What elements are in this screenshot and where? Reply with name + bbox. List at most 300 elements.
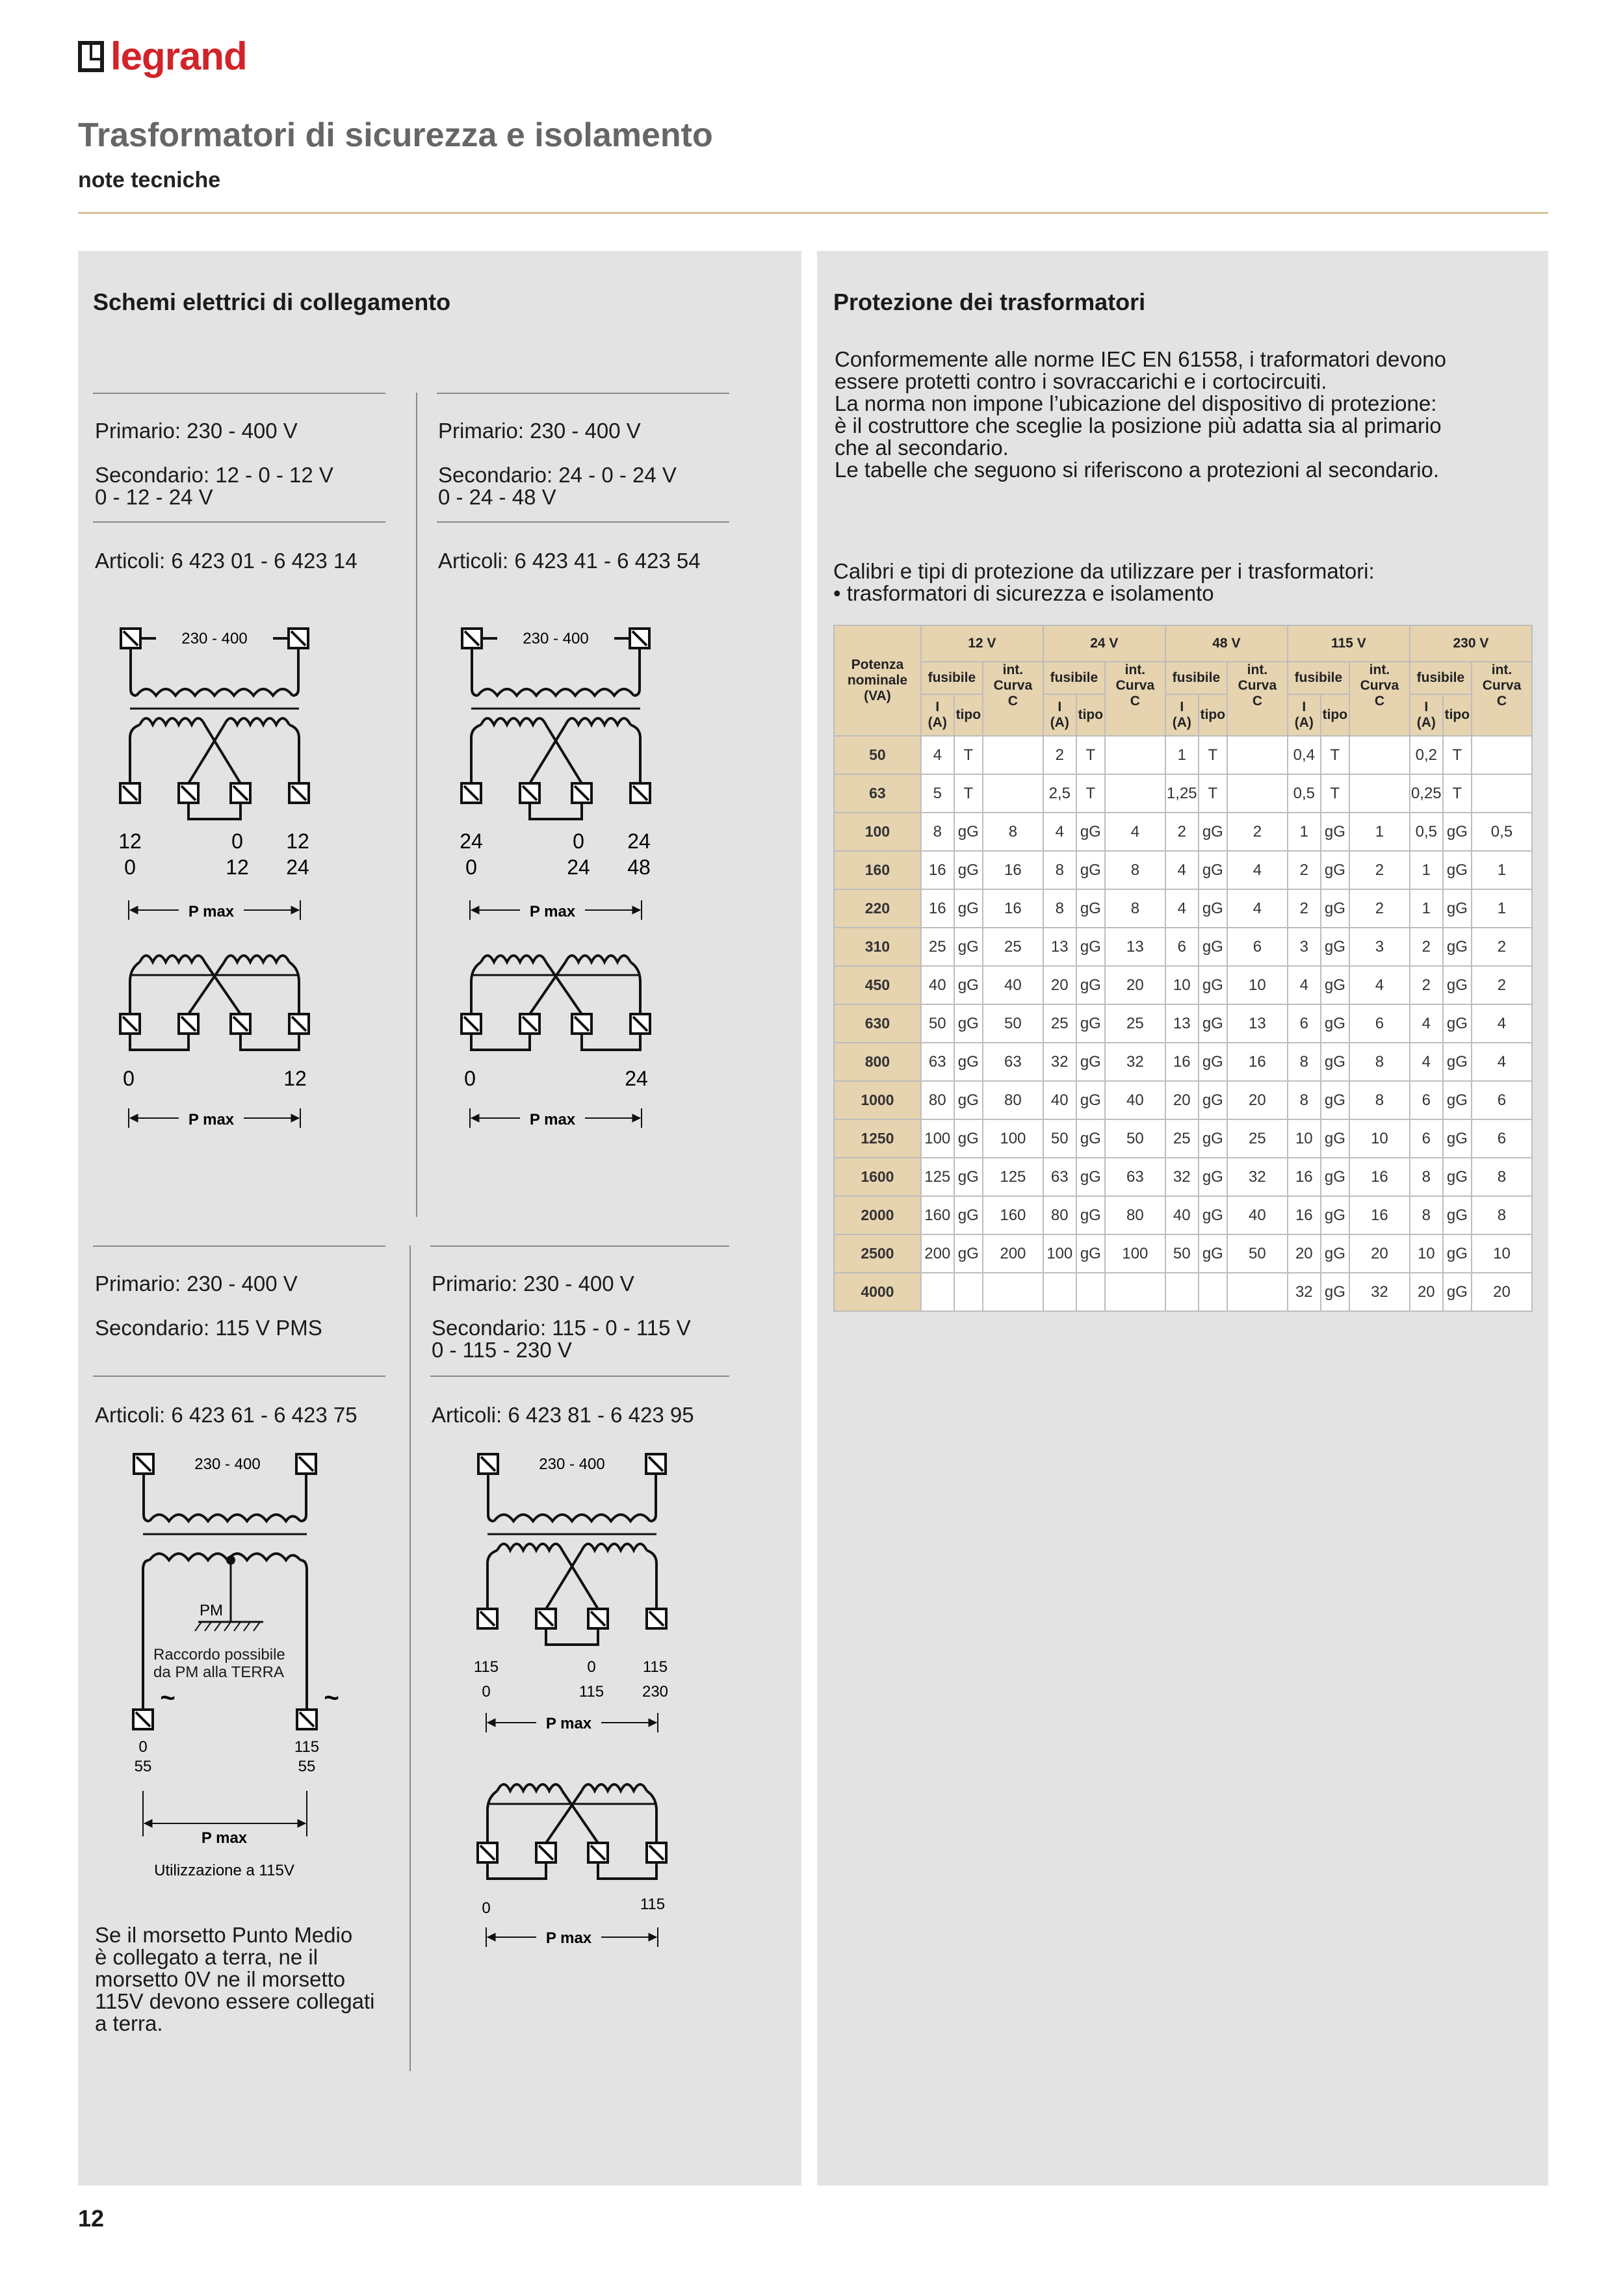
power-cell: 800 (834, 1043, 921, 1081)
column-divider (409, 1246, 411, 2071)
svg-text:24: 24 (460, 829, 483, 853)
breaker-cell (1105, 774, 1165, 813)
block2-primary: Primario: 230 - 400 V (438, 419, 641, 443)
block1-secondary: Secondario: 12 - 0 - 12 V 0 - 12 - 24 V (95, 463, 333, 509)
fuse-current-cell (1165, 1273, 1199, 1311)
breaker-cell: 8 (1349, 1043, 1410, 1081)
fuse-type-cell: gG (1443, 1119, 1472, 1158)
table-row (834, 1196, 1532, 1234)
fuse-type-cell: gG (1321, 966, 1349, 1004)
fuse-current-cell: 16 (1288, 1158, 1321, 1196)
breaker-cell: 32 (1227, 1158, 1288, 1196)
voltage-header: 24 V (1043, 625, 1165, 662)
fuse-current-cell: 10 (1165, 966, 1199, 1004)
power-cell: 4000 (834, 1273, 921, 1311)
fuse-type-cell: gG (1321, 928, 1349, 966)
fuse-type-cell: T (1076, 774, 1105, 813)
breaker-cell: 4 (1227, 851, 1288, 889)
fuse-type-cell: gG (1443, 851, 1472, 889)
svg-text:24: 24 (567, 855, 590, 879)
breaker-cell (1105, 1273, 1165, 1311)
breaker-cell: 25 (1105, 1004, 1165, 1043)
fuse-current-cell: 2 (1410, 928, 1443, 966)
svg-text:0: 0 (231, 829, 243, 853)
rule (93, 521, 385, 523)
fuse-current-cell: 0,25 (1410, 774, 1443, 813)
fuse-type-cell (1076, 1273, 1105, 1311)
fuse-current-cell: 2 (1410, 966, 1443, 1004)
svg-text:12: 12 (286, 829, 309, 853)
table-row (834, 928, 1532, 966)
fuse-current-cell: 100 (1043, 1234, 1076, 1273)
breaker-cell: 6 (1227, 928, 1288, 966)
fuse-type-cell: T (1076, 736, 1105, 774)
fuse-current-cell: 2 (1165, 813, 1199, 851)
fuse-type-cell: gG (954, 928, 983, 966)
fuse-current-cell: 4 (1165, 851, 1199, 889)
fuse-type-cell: gG (1199, 1043, 1227, 1081)
fuse-current-cell: 16 (921, 851, 954, 889)
rule (430, 1246, 729, 1247)
breaker-cell: 10 (1349, 1119, 1410, 1158)
block1-primary: Primario: 230 - 400 V (95, 419, 298, 443)
breaker-cell: 20 (1105, 966, 1165, 1004)
power-cell: 310 (834, 928, 921, 966)
svg-text:P max: P max (529, 903, 576, 920)
breaker-cell: 8 (983, 813, 1043, 851)
current-header: I (A) (921, 694, 954, 736)
fuse-type-cell: gG (954, 1119, 983, 1158)
type-header: tipo (1076, 694, 1105, 736)
breaker-cell: 200 (983, 1234, 1043, 1273)
voltage-header: 230 V (1410, 625, 1532, 662)
breaker-cell: 1 (1349, 813, 1410, 851)
breaker-cell: 50 (983, 1004, 1043, 1043)
power-cell: 160 (834, 851, 921, 889)
fuse-type-cell: gG (1443, 1004, 1472, 1043)
page-number: 12 (78, 2205, 105, 2232)
table-row (834, 1043, 1532, 1081)
fuse-type-cell: gG (1321, 1119, 1349, 1158)
fuse-current-cell: 80 (921, 1081, 954, 1119)
fuse-type-cell: gG (1321, 851, 1349, 889)
breaker-cell: 32 (1349, 1273, 1410, 1311)
svg-text:0: 0 (138, 1738, 148, 1756)
breaker-cell: 4 (1472, 1004, 1532, 1043)
table-row (834, 1081, 1532, 1119)
fuse-type-cell: gG (1443, 1273, 1472, 1311)
fuse-current-cell: 16 (1288, 1196, 1321, 1234)
svg-text:P max: P max (188, 903, 235, 920)
fuse-current-cell: 2 (1288, 851, 1321, 889)
power-cell: 2000 (834, 1196, 921, 1234)
svg-text:230: 230 (642, 1683, 669, 1701)
type-header: tipo (954, 694, 983, 736)
fuse-type-cell: T (1321, 774, 1349, 813)
fuse-current-cell: 25 (1165, 1119, 1199, 1158)
fuse-type-cell: gG (1443, 1234, 1472, 1273)
rule (93, 393, 385, 394)
power-cell: 630 (834, 1004, 921, 1043)
fuse-type-cell: gG (954, 1043, 983, 1081)
breaker-cell: 20 (1349, 1234, 1410, 1273)
fuse-current-cell: 6 (1410, 1081, 1443, 1119)
fuse-current-cell: 25 (1043, 1004, 1076, 1043)
column-divider (416, 393, 417, 1217)
fuse-current-cell: 200 (921, 1234, 954, 1273)
fuse-type-cell: gG (1321, 1234, 1349, 1273)
fuse-current-cell: 8 (921, 813, 954, 851)
fuse-header: fusibile (921, 662, 983, 694)
current-header: I (A) (1043, 694, 1076, 736)
fuse-type-cell: gG (1199, 1234, 1227, 1273)
fuse-type-cell: gG (954, 889, 983, 928)
voltage-header: 12 V (921, 625, 1043, 662)
rule (437, 521, 729, 523)
diagram2-parallel (452, 936, 660, 1128)
breaker-cell: 2 (1227, 813, 1288, 851)
fuse-type-cell: gG (1076, 889, 1105, 928)
fuse-type-cell: gG (1076, 1196, 1105, 1234)
breaker-cell: 13 (1227, 1004, 1288, 1043)
diagram1-primary-label: 230 - 400 (181, 630, 248, 647)
breaker-cell (1349, 736, 1410, 774)
svg-text:24: 24 (625, 1067, 648, 1090)
type-header: tipo (1199, 694, 1227, 736)
diagram4-parallel (468, 1765, 676, 1960)
fuse-current-cell: 1 (1165, 736, 1199, 774)
fuse-type-cell: T (1199, 774, 1227, 813)
fuse-type-cell: gG (1443, 1043, 1472, 1081)
fuse-type-cell: gG (1321, 813, 1349, 851)
fuse-current-cell: 80 (1043, 1196, 1076, 1234)
table-row (834, 889, 1532, 928)
fuse-type-cell: gG (1199, 889, 1227, 928)
breaker-cell: 6 (1349, 1004, 1410, 1043)
fuse-header: fusibile (1410, 662, 1472, 694)
fuse-type-cell: gG (1321, 1043, 1349, 1081)
fuse-type-cell: gG (1076, 928, 1105, 966)
fuse-current-cell: 8 (1288, 1043, 1321, 1081)
fuse-type-cell: gG (1443, 1158, 1472, 1196)
fuse-type-cell: gG (1076, 1119, 1105, 1158)
fuse-current-cell: 8 (1410, 1196, 1443, 1234)
fuse-current-cell: 8 (1043, 889, 1076, 928)
page-title: Trasformatori di sicurezza e isolamento (78, 116, 713, 154)
fuse-current-cell: 40 (1165, 1196, 1199, 1234)
breaker-cell: 4 (1472, 1043, 1532, 1081)
breaker-cell: 13 (1105, 928, 1165, 966)
fuse-current-cell: 8 (1410, 1158, 1443, 1196)
breaker-cell: 40 (1105, 1081, 1165, 1119)
breaker-cell: 16 (1349, 1158, 1410, 1196)
type-header: tipo (1321, 694, 1349, 736)
svg-text:24: 24 (627, 829, 651, 853)
breaker-cell: 4 (1227, 889, 1288, 928)
svg-text:P max: P max (529, 1111, 576, 1128)
svg-text:P max: P max (545, 1929, 592, 1947)
fuse-current-cell: 63 (1043, 1158, 1076, 1196)
svg-text:P max: P max (188, 1111, 235, 1128)
breaker-cell: 1 (1472, 889, 1532, 928)
fuse-type-cell: gG (1199, 851, 1227, 889)
fuse-type-cell (1199, 1273, 1227, 1311)
breaker-cell: 40 (983, 966, 1043, 1004)
fuse-current-cell: 2 (1288, 889, 1321, 928)
breaker-cell (1472, 736, 1532, 774)
svg-text:0: 0 (573, 829, 584, 853)
power-cell: 2500 (834, 1234, 921, 1273)
fuse-type-cell: gG (1199, 928, 1227, 966)
svg-text:230 - 400: 230 - 400 (523, 630, 589, 647)
fuse-current-cell: 1 (1410, 889, 1443, 928)
fuse-type-cell: T (1321, 736, 1349, 774)
fuse-type-cell: gG (954, 966, 983, 1004)
page-subtitle: note tecniche (78, 168, 221, 192)
diagram2-series (452, 621, 660, 920)
fuse-current-cell: 16 (921, 889, 954, 928)
svg-text:230 - 400: 230 - 400 (194, 1455, 261, 1473)
svg-text:0: 0 (464, 1067, 476, 1090)
breaker-cell (983, 736, 1043, 774)
table-row (834, 966, 1532, 1004)
power-cell: 1000 (834, 1081, 921, 1119)
table-row (834, 1004, 1532, 1043)
fuse-current-cell: 50 (921, 1004, 954, 1043)
breaker-cell: 100 (1105, 1234, 1165, 1273)
svg-text:55: 55 (134, 1758, 152, 1775)
breaker-cell: 2 (1472, 966, 1532, 1004)
breaker-cell: 2 (1349, 851, 1410, 889)
power-cell: 220 (834, 889, 921, 928)
fuse-current-cell: 10 (1288, 1119, 1321, 1158)
breaker-cell: 16 (1349, 1196, 1410, 1234)
fuse-type-cell: gG (1076, 1158, 1105, 1196)
svg-text:12: 12 (226, 855, 249, 879)
pms-note: Se il morsetto Punto Medio è collegato a terra, ne il morsetto 0V ne il morsetto 115V devono essere collegati a terra. (95, 1923, 375, 2035)
fuse-current-cell: 4 (1043, 813, 1076, 851)
breaker-cell: 50 (1105, 1119, 1165, 1158)
fuse-type-cell: gG (1321, 1158, 1349, 1196)
breaker-cell: 125 (983, 1158, 1043, 1196)
fuse-type-cell: T (954, 736, 983, 774)
fuse-current-cell: 6 (1165, 928, 1199, 966)
breaker-cell: 10 (1227, 966, 1288, 1004)
breaker-cell: 40 (1227, 1196, 1288, 1234)
brand-logo (78, 34, 247, 79)
svg-text:0: 0 (465, 855, 477, 879)
svg-text:0: 0 (482, 1899, 491, 1917)
breaker-cell: 32 (1105, 1043, 1165, 1081)
fuse-header: fusibile (1165, 662, 1227, 694)
fuse-type-cell: T (1443, 736, 1472, 774)
header-divider (78, 212, 1548, 214)
fuse-current-cell: 13 (1165, 1004, 1199, 1043)
breaker-cell: 4 (1105, 813, 1165, 851)
fuse-current-cell: 4 (1288, 966, 1321, 1004)
calibri-text: Calibri e tipi di protezione da utilizzare per i trasformatori: • trasformatori di sicurezza e isolamento (833, 559, 1375, 605)
svg-text:0: 0 (124, 855, 136, 879)
fuse-current-cell: 20 (1165, 1081, 1199, 1119)
breaker-header: int. Curva C (1105, 662, 1165, 736)
block2-secondary: Secondario: 24 - 0 - 24 V 0 - 24 - 48 V (438, 463, 677, 509)
breaker-cell (983, 1273, 1043, 1311)
block4-articles: Articoli: 6 423 81 - 6 423 95 (432, 1403, 694, 1427)
fuse-type-cell: gG (1443, 813, 1472, 851)
right-section-title: Protezione dei trasformatori (833, 289, 1146, 315)
current-header: I (A) (1288, 694, 1321, 736)
fuse-current-cell: 1 (1410, 851, 1443, 889)
svg-text:0: 0 (587, 1658, 596, 1676)
fuse-type-cell: gG (1199, 1158, 1227, 1196)
breaker-cell (1227, 774, 1288, 813)
fuse-current-cell: 32 (1165, 1158, 1199, 1196)
fuse-current-cell: 5 (921, 774, 954, 813)
fuse-current-cell: 20 (1288, 1234, 1321, 1273)
fuse-current-cell: 4 (921, 736, 954, 774)
svg-text:P max: P max (545, 1715, 592, 1732)
breaker-cell: 6 (1472, 1119, 1532, 1158)
intro-text: Conformemente alle norme IEC EN 61558, i traformatori devono essere protetti contro i sovraccarichi e i cortocircuiti. La norma non impone l’ubicazione del dispositivo di protezione: è il costruttore che sceglie la posizione più adatta sia al primario che al secondario. Le tabelle che seguono si riferiscono a protezioni al secondario. (835, 347, 1446, 482)
fuse-current-cell: 0,2 (1410, 736, 1443, 774)
fuse-current-cell: 20 (1043, 966, 1076, 1004)
fuse-type-cell: gG (1199, 966, 1227, 1004)
fuse-current-cell: 50 (1165, 1234, 1199, 1273)
breaker-cell (1105, 736, 1165, 774)
block4-primary: Primario: 230 - 400 V (432, 1272, 634, 1296)
fuse-current-cell: 25 (921, 928, 954, 966)
fuse-current-cell: 160 (921, 1196, 954, 1234)
type-header: tipo (1443, 694, 1472, 736)
fuse-current-cell: 40 (921, 966, 954, 1004)
svg-text:115: 115 (578, 1683, 604, 1701)
power-cell: 50 (834, 736, 921, 774)
fuse-type-cell: gG (1321, 1004, 1349, 1043)
fuse-current-cell: 6 (1410, 1119, 1443, 1158)
fuse-current-cell: 0,5 (1288, 774, 1321, 813)
svg-text:115: 115 (642, 1658, 668, 1676)
breaker-cell: 80 (983, 1081, 1043, 1119)
block4-secondary: Secondario: 115 - 0 - 115 V 0 - 115 - 230 V (432, 1316, 691, 1362)
fuse-current-cell: 8 (1288, 1081, 1321, 1119)
fuse-type-cell: gG (954, 813, 983, 851)
fuse-current-cell: 2 (1043, 736, 1076, 774)
fuse-type-cell (954, 1273, 983, 1311)
fuse-type-cell: gG (954, 1234, 983, 1273)
breaker-header: int. Curva C (1349, 662, 1410, 736)
breaker-cell (1227, 1273, 1288, 1311)
diagram1-series (110, 621, 318, 920)
fuse-header: fusibile (1288, 662, 1349, 694)
breaker-cell: 63 (983, 1043, 1043, 1081)
svg-text:PM: PM (200, 1602, 223, 1619)
svg-text:48: 48 (627, 855, 651, 879)
power-cell: 1250 (834, 1119, 921, 1158)
fuse-type-cell: gG (1321, 889, 1349, 928)
fuse-current-cell: 125 (921, 1158, 954, 1196)
current-header: I (A) (1165, 694, 1199, 736)
voltage-header: 115 V (1288, 625, 1410, 662)
breaker-cell: 10 (1472, 1234, 1532, 1273)
block1-articles: Articoli: 6 423 01 - 6 423 14 (95, 549, 357, 573)
breaker-cell: 80 (1105, 1196, 1165, 1234)
fuse-header: fusibile (1043, 662, 1105, 694)
svg-text:115: 115 (473, 1658, 499, 1676)
fuse-current-cell: 0,5 (1410, 813, 1443, 851)
breaker-cell (1349, 774, 1410, 813)
breaker-cell: 8 (1472, 1196, 1532, 1234)
fuse-type-cell: T (1443, 774, 1472, 813)
fuse-type-cell: gG (1321, 1273, 1349, 1311)
fuse-type-cell: gG (1076, 1004, 1105, 1043)
breaker-cell: 100 (983, 1119, 1043, 1158)
breaker-cell: 8 (1105, 889, 1165, 928)
voltage-header: 48 V (1165, 625, 1288, 662)
breaker-cell: 4 (1349, 966, 1410, 1004)
svg-text:P max: P max (201, 1829, 248, 1847)
power-cell: 63 (834, 774, 921, 813)
fuse-type-cell: gG (1076, 1234, 1105, 1273)
fuse-type-cell: gG (954, 1004, 983, 1043)
breaker-cell: 1 (1472, 851, 1532, 889)
fuse-type-cell: gG (1076, 966, 1105, 1004)
table-row (834, 851, 1532, 889)
table-row (834, 774, 1532, 813)
breaker-cell (983, 774, 1043, 813)
breaker-cell: 25 (1227, 1119, 1288, 1158)
breaker-cell: 8 (1472, 1158, 1532, 1196)
fuse-current-cell: 50 (1043, 1119, 1076, 1158)
fuse-type-cell: T (1199, 736, 1227, 774)
breaker-cell: 16 (983, 889, 1043, 928)
left-section-title: Schemi elettrici di collegamento (93, 289, 451, 315)
fuse-current-cell: 6 (1288, 1004, 1321, 1043)
fuse-type-cell: gG (1443, 889, 1472, 928)
diagram1-parallel (110, 936, 318, 1128)
fuse-type-cell: gG (1443, 966, 1472, 1004)
fuse-current-cell: 1 (1288, 813, 1321, 851)
fuse-type-cell: gG (1076, 1043, 1105, 1081)
svg-text:0: 0 (123, 1067, 135, 1090)
fuse-current-cell: 8 (1043, 851, 1076, 889)
svg-text:24: 24 (286, 855, 309, 879)
fuse-type-cell: gG (1076, 813, 1105, 851)
svg-text:12: 12 (118, 829, 142, 853)
table-row (834, 1158, 1532, 1196)
fuse-type-cell: gG (1199, 1081, 1227, 1119)
fuse-current-cell: 20 (1410, 1273, 1443, 1311)
breaker-cell: 8 (1349, 1081, 1410, 1119)
rule (93, 1376, 385, 1377)
table-row (834, 813, 1532, 851)
power-cell: 1600 (834, 1158, 921, 1196)
fuse-type-cell: gG (954, 1081, 983, 1119)
fuse-type-cell: gG (1076, 1081, 1105, 1119)
breaker-cell: 8 (1105, 851, 1165, 889)
fuse-type-cell: gG (1199, 1119, 1227, 1158)
table-row (834, 1119, 1532, 1158)
breaker-header: int. Curva C (983, 662, 1043, 736)
fuse-current-cell: 4 (1410, 1043, 1443, 1081)
fuse-current-cell: 3 (1288, 928, 1321, 966)
fuse-type-cell: gG (1443, 1196, 1472, 1234)
fuse-type-cell: gG (1443, 1081, 1472, 1119)
table-row (834, 1273, 1532, 1311)
breaker-cell: 63 (1105, 1158, 1165, 1196)
power-cell: 100 (834, 813, 921, 851)
breaker-cell: 2 (1349, 889, 1410, 928)
current-header: I (A) (1410, 694, 1443, 736)
